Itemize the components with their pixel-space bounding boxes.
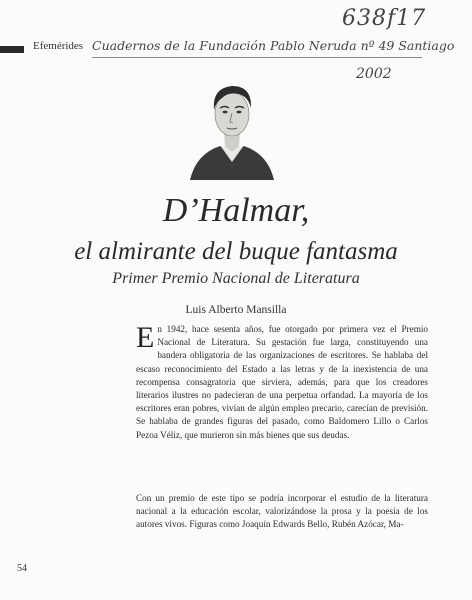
drop-cap: E	[136, 321, 155, 354]
article-author: Luis Alberto Mansilla	[185, 304, 287, 316]
author-portrait-image	[182, 70, 282, 180]
handwritten-year-note: 2002	[356, 66, 392, 82]
paragraph-text: n 1942, hace sesenta años, fue otorgado por primera vez el Premio Nacional de Literatura. Su gestación fue larga, constituyendo una bandera obligatoria de las organizaciones de escritores. Se hablaba del escaso reconocimiento del Estado a las letras y de la inexistencia de una recompensa consagratoria que sirviera, además, para que los creadores literarios ilustres no padecieran de una perpetua orfandad. La mayoría de los escritores eran pobres, vivían de algún empleo precario, carecían de previsión. Se hablaba de grandes figuras del pasado, como Baldomero Lillo o Carlos Pezoa Véliz, que murieron sin más bienes que sus deudas.	[136, 324, 428, 440]
article-award-line: Primer Premio Nacional de Literatura	[112, 270, 360, 287]
article-paragraph: Con un premio de este tipo se podría incorporar el estudio de la literatura nacional a la educación escolar, valorizándose la prosa y la poesía de los autores vivos. Figuras como Joaquín Edwards Bello, Rubén Azócar, Ma-	[136, 493, 428, 530]
handwritten-catalog-number: 638f17	[342, 6, 427, 31]
section-label: Efemérides	[33, 40, 84, 52]
header-rule	[92, 57, 422, 58]
article-title: D’Halmar,	[162, 192, 310, 229]
handwritten-source-note: Cuadernos de la Fundación Pablo Neruda nº 49 Santiago	[92, 38, 455, 53]
page-number: 54	[17, 563, 27, 574]
article-paragraph	[136, 323, 428, 442]
article-subtitle: el almirante del buque fantasma	[74, 238, 398, 265]
section-marker-bar	[0, 46, 24, 53]
